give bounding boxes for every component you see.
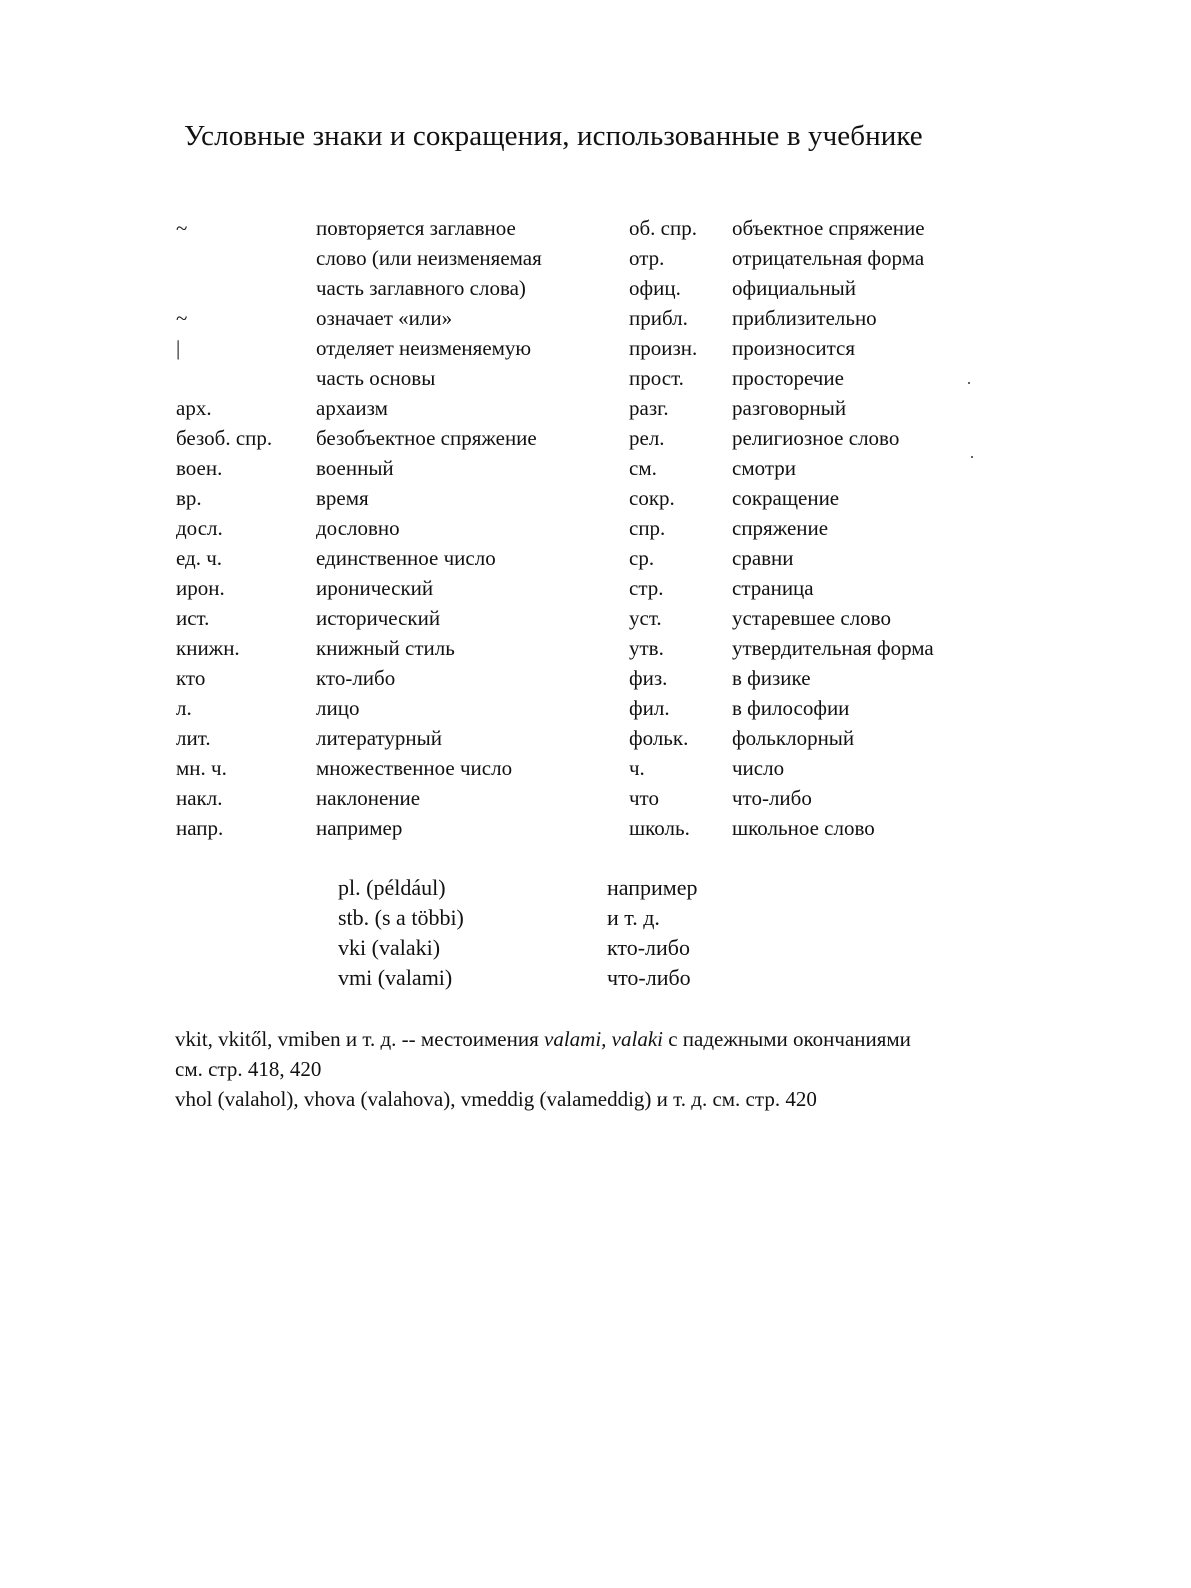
scan-speck [971, 456, 973, 458]
abbr-tilde-repeat: ~ [176, 216, 188, 240]
note-italic-pronouns: valami, valaki [544, 1027, 663, 1051]
hu-definition: например [607, 875, 698, 900]
abbr-mn-ch: мн. ч. [176, 756, 227, 780]
abbr-napr: напр. [176, 816, 224, 840]
definition: слово (или неизменяемая [316, 246, 542, 270]
abbr-ofic: офиц. [629, 276, 681, 300]
abbr-shkol: школь. [629, 816, 690, 840]
note-pronoun-endings [175, 1024, 911, 1054]
definition: военный [316, 456, 394, 480]
definition: объектное спряжение [732, 216, 925, 240]
definition: например [316, 816, 403, 840]
footnotes [175, 1024, 911, 1114]
definition: в философии [732, 696, 850, 720]
definition: повторяется заглавное [316, 216, 516, 240]
note-text: vkit, vkitől, vmiben и т. д. -- местоимения [175, 1027, 545, 1051]
definition: иронический [316, 576, 434, 600]
abbr-ed-ch: ед. ч. [176, 546, 223, 570]
abbr-bezob-spr: безоб. спр. [176, 426, 273, 450]
definition: устаревшее слово [732, 606, 891, 630]
left-definition-column [316, 213, 542, 843]
definition: число [732, 756, 785, 780]
definition: разговорный [732, 396, 847, 420]
abbr-nakl: накл. [176, 786, 223, 810]
hu-definition: и т. д. [607, 905, 660, 930]
definition: в физике [732, 666, 811, 690]
definition: означает «или» [316, 306, 453, 330]
definition: сокращение [732, 486, 840, 510]
abbr-otr: отр. [629, 246, 665, 270]
abbr-fiz: физ. [629, 666, 668, 690]
definition: что-либо [732, 786, 812, 810]
abbr-l: л. [176, 696, 192, 720]
abbr-fil: фил. [629, 696, 670, 720]
definition: фольклорный [732, 726, 855, 750]
definition: часть заглавного слова) [316, 276, 526, 300]
abbr-folk: фольк. [629, 726, 689, 750]
definition: архаизм [316, 396, 388, 420]
definition: сравни [732, 546, 794, 570]
scan-speck [968, 382, 970, 384]
abbr-ob-spr: об. спр. [629, 216, 697, 240]
definition: утвердительная форма [732, 636, 934, 660]
note-page-reference: см. стр. 418, 420 [175, 1057, 322, 1081]
definition: смотри [732, 456, 797, 480]
hu-definition: кто-либо [607, 935, 690, 960]
note-text: с падежными окончаниями [662, 1027, 911, 1051]
hu-abbr-pl: pl. (például) [338, 875, 446, 900]
definition: официальный [732, 276, 856, 300]
abbr-blank [176, 273, 272, 303]
hu-abbr-stb: stb. (s a többi) [338, 905, 464, 930]
definition: приблизительно [732, 306, 877, 330]
abbr-sokr: сокр. [629, 486, 675, 510]
definition: отрицательная форма [732, 246, 925, 270]
abbr-kto: кто [176, 666, 206, 690]
abbr-razg: разг. [629, 396, 669, 420]
abbr-utv: утв. [629, 636, 664, 660]
definition: дословно [316, 516, 400, 540]
abbr-blank [176, 363, 272, 393]
abbr-dosl: досл. [176, 516, 223, 540]
abbr-ust: уст. [629, 606, 662, 630]
abbr-spr: спр. [629, 516, 666, 540]
abbr-str: стр. [629, 576, 664, 600]
abbr-pribl: прибл. [629, 306, 688, 330]
definition: время [316, 486, 369, 510]
abbr-sr: ср. [629, 546, 655, 570]
hungarian-definition-column [607, 873, 697, 993]
right-abbreviation-column [629, 213, 697, 843]
abbr-iron: ирон. [176, 576, 225, 600]
abbr-voen: воен. [176, 456, 223, 480]
definition: лицо [316, 696, 360, 720]
abbr-knizhn: книжн. [176, 636, 240, 660]
left-abbreviation-column [176, 213, 272, 843]
abbr-proizn: произн. [629, 336, 698, 360]
abbr-lit: лит. [176, 726, 211, 750]
page-title: Условные знаки и сокращения, использованные в учебнике [184, 120, 923, 152]
definition: часть основы [316, 366, 436, 390]
definition: единственное число [316, 546, 496, 570]
definition: религиозное слово [732, 426, 900, 450]
abbr-bar: | [176, 336, 181, 360]
abbr-vr: вр. [176, 486, 202, 510]
definition: множественное число [316, 756, 513, 780]
abbr-tilde-or: ~ [176, 306, 188, 330]
abbr-ch: ч. [629, 756, 645, 780]
definition: исторический [316, 606, 441, 630]
definition: безобъектное спряжение [316, 426, 537, 450]
definition: литературный [316, 726, 442, 750]
definition: школьное слово [732, 816, 875, 840]
definition: отделяет неизменяемую [316, 336, 532, 360]
note-adverbs: vhol (valahol), vhova (valahova), vmeddig (valameddig) и т. д. см. стр. 420 [175, 1087, 817, 1111]
definition: наклонение [316, 786, 421, 810]
definition: произносится [732, 336, 856, 360]
abbr-prost: прост. [629, 366, 684, 390]
hu-abbr-vki: vki (valaki) [338, 935, 441, 960]
hungarian-abbreviation-column [338, 873, 464, 993]
definition: книжный стиль [316, 636, 455, 660]
abbr-ist: ист. [176, 606, 210, 630]
hu-definition: что-либо [607, 965, 691, 990]
abbr-rel: рел. [629, 426, 665, 450]
definition: спряжение [732, 516, 829, 540]
definition: просторечие [732, 366, 844, 390]
abbr-sm: см. [629, 456, 657, 480]
abbr-blank [176, 243, 272, 273]
definition: страница [732, 576, 814, 600]
abbr-chto: что [629, 786, 659, 810]
right-definition-column [732, 213, 934, 843]
definition: кто-либо [316, 666, 396, 690]
abbr-arh: арх. [176, 396, 212, 420]
hu-abbr-vmi: vmi (valami) [338, 965, 453, 990]
